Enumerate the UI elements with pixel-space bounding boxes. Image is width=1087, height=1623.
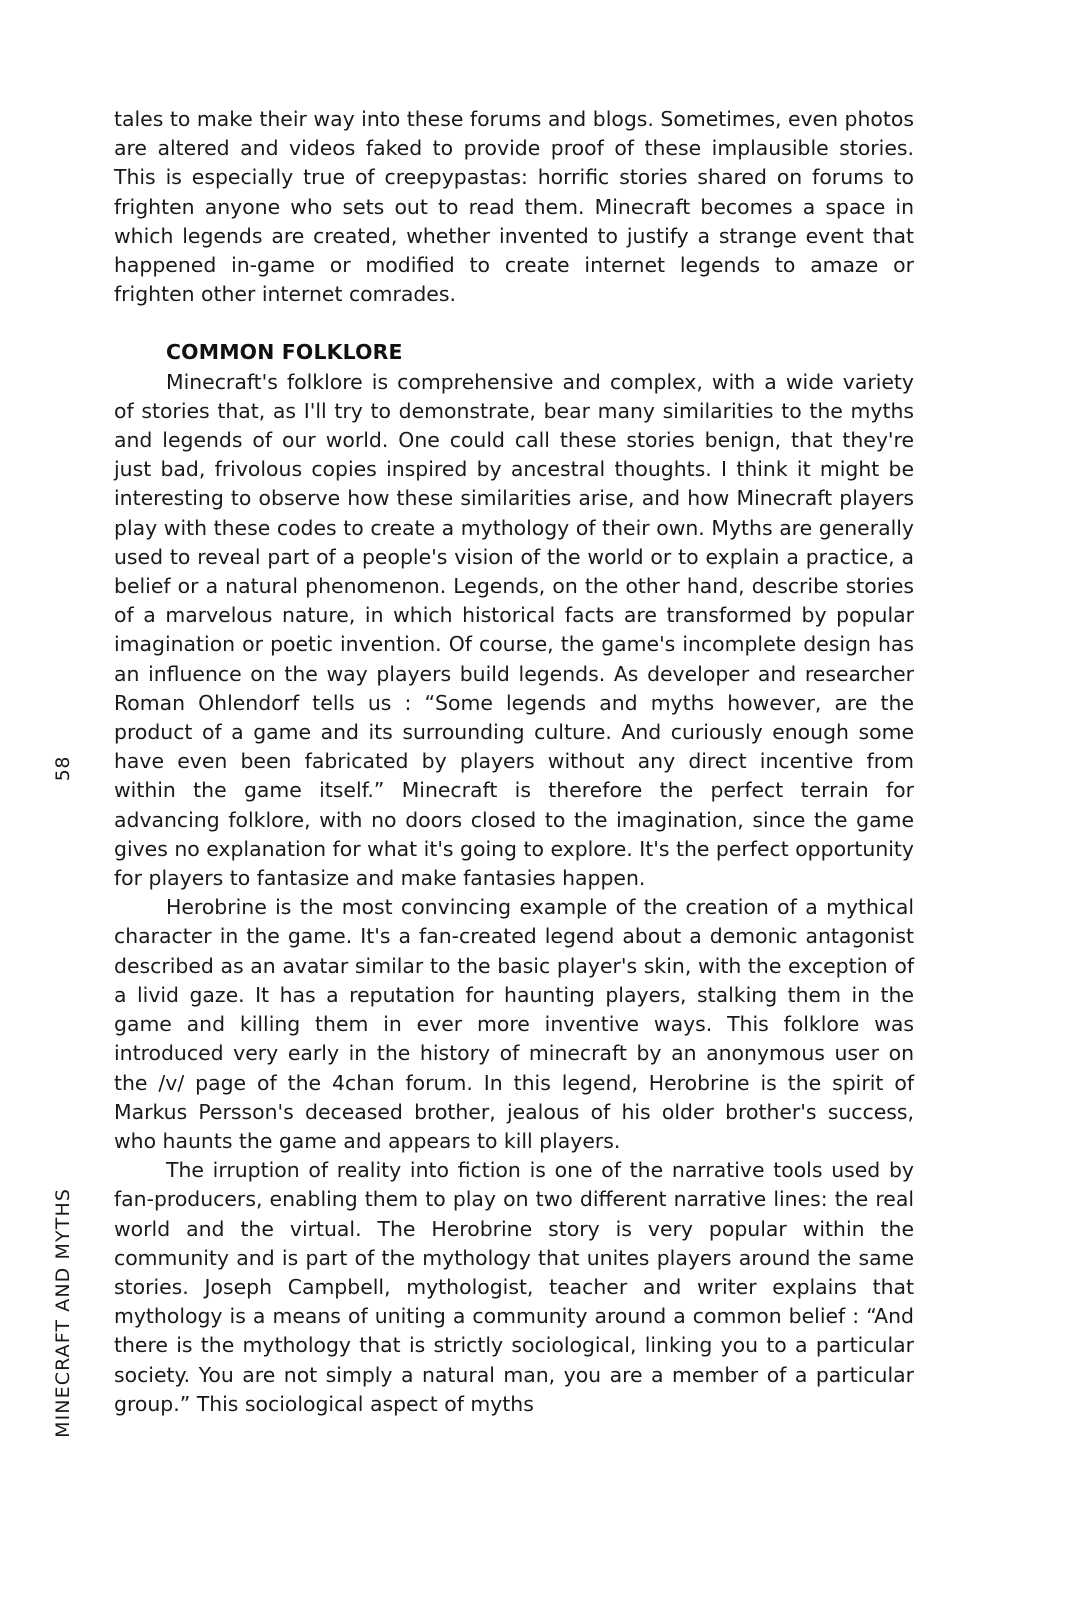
paragraph-herobrine-legend: Herobrine is the most convincing example of the creation of a mythical character in the game. It's a fan-created legend about a demonic antagonist described as an avatar similar to the basic player's skin, with the exception of a livid gaze. It has a reputation for haunting players, stalking them in the game and killing them in ever more inventive ways. This folklore was introduced very early in the history of minecraft by an anonymous user on the /v/ page of the 4chan forum. In this legend, Herobrine is the spirit of Markus Persson's deceased brother, jealous of his older brother's success, who haunts the game and appears to kill players.	[114, 895, 914, 1153]
paragraph-reality-into-fiction: The irruption of reality into fiction is one of the narrative tools used by fan-producers, enabling them to play on two different narrative lines: the real world and the virtual. The Herobrine story is very popular within the community and is part of the mythology that unites players around the same stories. Joseph Campbell, mythologist, teacher and writer explains that mythology is a means of uniting a community around a common belief : “And there is the mythology that is strictly sociological, linking you to a particular society. You are not simply a natural man, you are a member of a particular group.” This sociological aspect of myths	[114, 1158, 914, 1416]
body-text-column	[114, 105, 914, 1419]
paragraph-continued-from-previous-page: tales to make their way into these forums and blogs. Sometimes, even photos are altered and videos faked to provide proof of these implausible stories. This is especially true of creepypastas: horrific stories shared on forums to frighten anyone who sets out to read them. Minecraft becomes a space in which legends are created, whether invented to justify a strange event that happened in-game or modified to create internet legends to amaze or frighten other internet comrades.	[114, 107, 914, 307]
section-heading-common-folklore: COMMON FOLKLORE	[166, 340, 403, 365]
paragraph-spacer	[114, 309, 914, 338]
page-number: 58	[52, 756, 74, 782]
running-head-chapter-title: MINECRAFT AND MYTHS	[52, 1188, 74, 1438]
paragraph-folklore-overview: Minecraft's folklore is comprehensive and complex, with a wide variety of stories that, as I'll try to demonstrate, bear many similarities to the myths and legends of our world. One could call these stories benign, that they're just bad, frivolous copies inspired by ancestral thoughts. I think it might be interesting to observe how these similarities arise, and how Minecraft players play with these codes to create a mythology of their own. Myths are generally used to reveal part of a people's vision of the world or to explain a practice, a belief or a natural phenomenon. Legends, on the other hand, describe stories of a marvelous nature, in which historical facts are transformed by popular imagination or poetic invention. Of course, the game's incomplete design has an influence on the way players build legends. As developer and researcher Roman Ohlendorf tells us : “Some legends and myths however, are the product of a game and its surrounding culture. And curiously enough some have even been fabricated by players without any direct incentive from within the game itself.” Minecraft is therefore the perfect terrain for advancing folklore, with no doors closed to the imagination, since the game gives no explanation for what it's going to explore. It's the perfect opportunity for players to fantasize and make fantasies happen.	[114, 369, 914, 891]
